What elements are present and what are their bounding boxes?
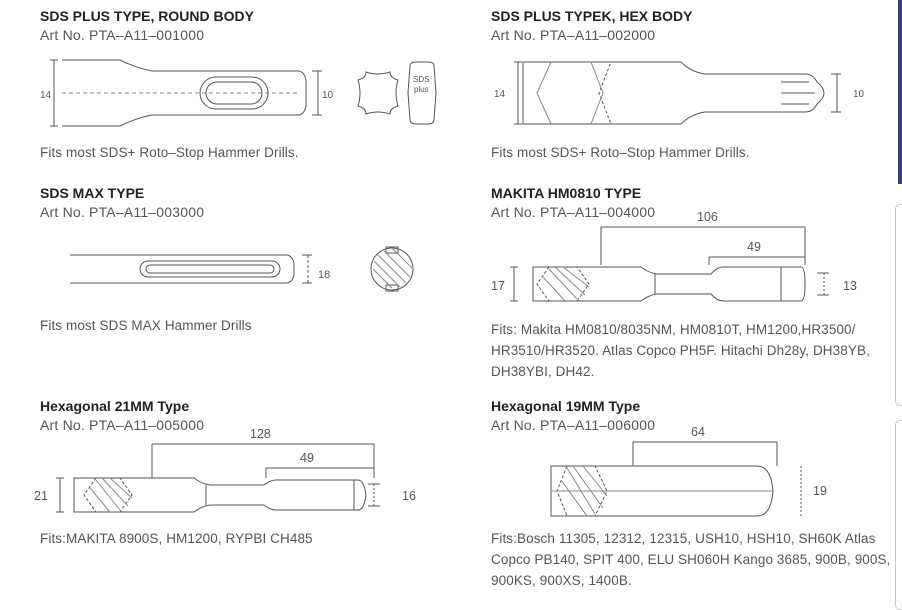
dimension-label: 49 (300, 451, 314, 465)
page-edge-tab (895, 204, 902, 406)
product-title: SDS PLUS TYPE, ROUND BODY (40, 8, 254, 24)
compatibility-line: Fits most SDS+ Roto–Stop Hammer Drills. (40, 145, 299, 160)
compatibility-note (491, 142, 750, 163)
compatibility-line: Fits: Makita HM0810/8035NM, HM0810T, HM1200,HR3500/ (491, 322, 856, 337)
compatibility-line: 900KS, 900XS, 1400B. (491, 573, 632, 588)
product-title: MAKITA HM0810 TYPE (491, 185, 642, 201)
compatibility-line: Fits most SDS+ Roto–Stop Hammer Drills. (491, 145, 750, 160)
page-edge-tab (898, 0, 902, 184)
chisel-drawing (40, 52, 460, 136)
product-card-makita-hm0810 (491, 185, 891, 385)
dimension-label: 64 (691, 425, 705, 439)
compatibility-line: Fits:Bosch 11305, 12312, 12315, USH10, HSH10, SH60K Atlas (491, 531, 876, 546)
page-edge-tab (895, 420, 902, 610)
compatibility-note (491, 528, 890, 591)
chisel-drawing (491, 207, 891, 307)
product-title: SDS PLUS TYPEK, HEX BODY (491, 8, 693, 24)
article-number: Art No. PTA–A11–005000 (40, 417, 205, 433)
chisel-drawing (40, 233, 460, 313)
dimension-label: 128 (250, 427, 271, 441)
article-number: Art No. PTA–A11–004000 (491, 204, 656, 220)
product-card-sds-max (40, 185, 460, 345)
dimension-label: 14 (40, 90, 52, 101)
sds-plus-badge-text: plus (414, 85, 429, 94)
chisel-drawing (491, 422, 891, 522)
dimension-label: 18 (318, 269, 331, 281)
product-card-hex-21mm (34, 398, 460, 558)
dimension-label: 10 (322, 90, 334, 101)
dimension-label: 19 (813, 484, 827, 498)
compatibility-line: HR3510/HR3520. Atlas Copco PH5F. Hitachi Dh28y, DH38YB, (491, 343, 870, 358)
sds-plus-badge-text: SDS (413, 75, 430, 84)
article-number: Art No. PTA–A11–006000 (491, 417, 656, 433)
dimension-label: 10 (853, 89, 865, 100)
dimension-label: 13 (843, 279, 857, 293)
compatibility-note (40, 315, 252, 336)
dimension-label: 17 (491, 279, 505, 293)
dimension-label: 106 (697, 210, 718, 224)
compatibility-line: Fits most SDS MAX Hammer Drills (40, 318, 252, 333)
chisel-drawing (491, 52, 891, 136)
product-card-sds-plus-round (40, 8, 460, 168)
compatibility-note (40, 528, 313, 549)
product-title: Hexagonal 19MM Type (491, 398, 641, 414)
dimension-label: 21 (34, 489, 48, 503)
product-card-hex-19mm (491, 398, 891, 598)
article-number: Art No. PTA–A11–002000 (491, 27, 656, 43)
product-title: Hexagonal 21MM Type (40, 398, 190, 414)
product-title: SDS MAX TYPE (40, 185, 145, 201)
product-card-sds-plus-hex (491, 8, 891, 168)
compatibility-note (491, 319, 870, 382)
chisel-drawing (34, 422, 460, 522)
dimension-label: 49 (747, 240, 761, 254)
dimension-label: 14 (494, 89, 506, 100)
article-number: Art No. PTA–A11–001000 (40, 27, 205, 43)
compatibility-line: DH38YBI, DH42. (491, 364, 595, 379)
dimension-label: 16 (402, 489, 416, 503)
compatibility-line: Fits:MAKITA 8900S, HM1200, RYPBI CH485 (40, 531, 313, 546)
compatibility-line: Copco PB140, SPIT 400, ELU SH060H Kango 3685, 900B, 900S, (491, 552, 891, 567)
compatibility-note (40, 142, 299, 163)
article-number: Art No. PTA–A11–003000 (40, 204, 205, 220)
